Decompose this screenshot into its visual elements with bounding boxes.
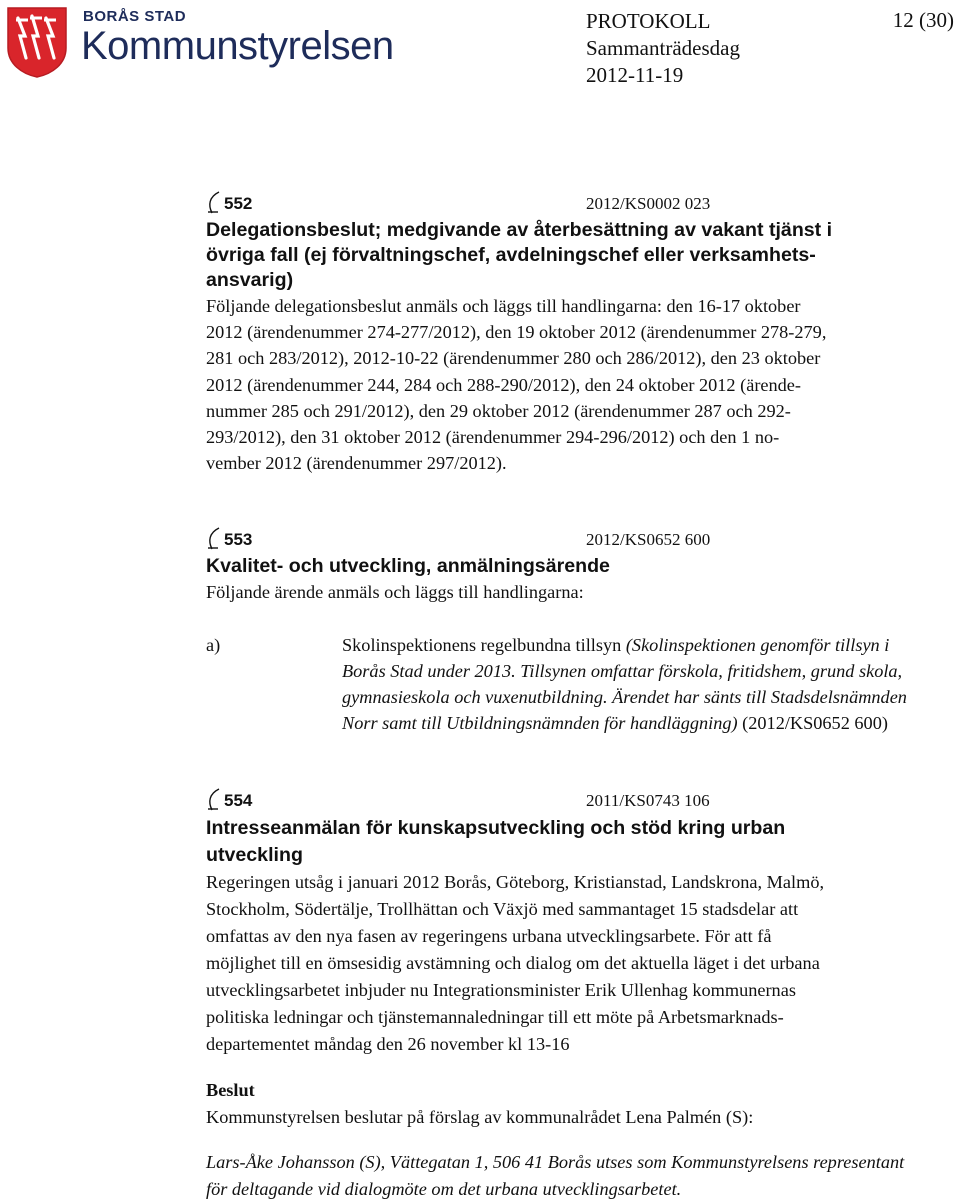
doc-type: PROTOKOLL xyxy=(586,9,711,33)
list-label: a) xyxy=(206,635,221,655)
decision-text xyxy=(206,1149,946,1203)
meeting-date: 2012-11-19 xyxy=(586,63,684,87)
body-line: departementet måndag den 26 november kl 13-16 xyxy=(206,1034,570,1054)
body-line: omfattas av den nya fasen av regeringens urbana utvecklingsarbete. För att få xyxy=(206,926,772,946)
meeting-label: Sammanträdesdag xyxy=(586,36,740,60)
section-552 xyxy=(206,191,946,476)
list-item-line: Skolinspektionens regelbundna tillsyn (Skolinspektionen genomför tillsyn i xyxy=(342,635,890,655)
logo xyxy=(3,2,394,80)
body-line: utvecklingsarbetet inbjuder nu Integrationsminister Erik Ullenhag kommunernas xyxy=(206,980,796,1000)
case-number: 2012/KS0002 023 xyxy=(586,194,711,213)
list-item-line: gymnasieskola och vuxenutbildning. Ärendet har sänts till Stadsdelsnämnden xyxy=(342,687,907,707)
body-line: 293/2012), den 31 oktober 2012 (ärendenummer 294-296/2012) och den 1 no- xyxy=(206,427,780,448)
title-line: Intresseanmälan för kunskapsutveckling och stöd kring urban xyxy=(206,817,786,839)
body-line: vember 2012 (ärendenummer 297/2012). xyxy=(206,453,507,474)
list-item-line: Norr samt till Utbildningsnämnden för handläggning) (2012/KS0652 600) xyxy=(342,713,888,733)
section-number: 553 xyxy=(224,530,253,549)
title-line: Delegationsbeslut; medgivande av återbesättning av vakant tjänst i xyxy=(206,219,833,241)
decision-line: för deltagande vid dialogmöte om det urbana utvecklingsarbetet. xyxy=(206,1179,682,1199)
decision-intro: Kommunstyrelsen beslutar på förslag av kommunalrådet Lena Palmén (S): xyxy=(206,1107,754,1127)
title-line: ansvarig) xyxy=(206,269,294,291)
section-title xyxy=(206,218,946,293)
body-line: Stockholm, Södertälje, Trollhättan och Växjö med sammantaget 15 stadsdelar att xyxy=(206,899,799,919)
section-body xyxy=(206,293,946,476)
section-sign-icon xyxy=(205,527,221,551)
case-number: 2012/KS0652 600 xyxy=(586,530,711,549)
case-number: 2011/KS0743 106 xyxy=(586,791,710,810)
title-line: utveckling xyxy=(206,844,303,866)
section-title xyxy=(206,815,946,869)
list-item-line: Borås Stad under 2013. Tillsynen omfattar förskola, fritidshem, grund skola, xyxy=(342,661,903,681)
section-intro: Följande ärende anmäls och läggs till handlingarna: xyxy=(206,582,584,602)
city-name: BORÅS STAD xyxy=(83,8,187,25)
body-line: nummer 285 och 291/2012), den 29 oktober 2012 (ärendenummer 287 och 292- xyxy=(206,400,791,421)
body-line: Följande delegationsbeslut anmäls och läggs till handlingarna: den 16-17 oktober xyxy=(206,296,801,316)
body-line: 2012 (ärendenummer 244, 284 och 288-290/2012), den 24 oktober 2012 (ärende- xyxy=(206,374,801,395)
section-sign-icon xyxy=(205,191,221,215)
header-meta xyxy=(586,8,740,89)
section-number: 554 xyxy=(224,791,253,810)
page-number: 12 (30) xyxy=(892,8,954,32)
section-553 xyxy=(206,527,946,606)
section-554 xyxy=(206,788,946,1203)
decision-line: Lars-Åke Johansson (S), Vättegatan 1, 506 41 Borås utses som Kommunstyrelsens representant xyxy=(206,1152,905,1172)
city-shield-icon xyxy=(6,6,68,78)
body-line: möjlighet till en ömsesidig avstämning och dialog om det aktuella läget i det urbana xyxy=(206,953,820,973)
section-title: Kvalitet- och utveckling, anmälningsärende xyxy=(206,555,610,577)
body-line: 2012 (ärendenummer 274-277/2012), den 19 oktober 2012 (ärendenummer 278-279, xyxy=(206,322,827,343)
section-number: 552 xyxy=(224,194,253,213)
organization-name: Kommunstyrelsen xyxy=(81,24,394,68)
body-line: politiska ledningar och tjänstemannaledningar till ett möte på Arbetsmarknads- xyxy=(206,1007,784,1027)
decision-heading: Beslut xyxy=(206,1080,255,1100)
body-line: 281 och 283/2012), 2012-10-22 (ärendenummer 280 och 286/2012), den 23 oktober xyxy=(206,348,821,369)
title-line: övriga fall (ej förvaltningschef, avdelningschef eller verksamhets- xyxy=(206,244,816,266)
section-body xyxy=(206,869,946,1058)
list-item xyxy=(342,632,942,736)
section-sign-icon xyxy=(205,788,221,812)
body-line: Regeringen utsåg i januari 2012 Borås, Göteborg, Kristianstad, Landskrona, Malmö, xyxy=(206,872,825,892)
